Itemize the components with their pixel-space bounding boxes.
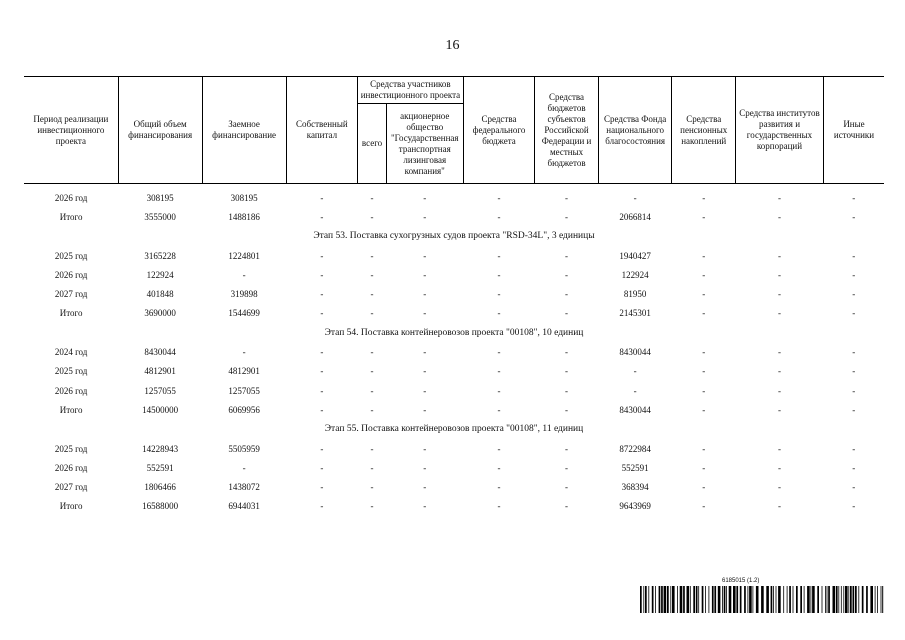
table-cell: -	[565, 269, 569, 280]
table-cell: -	[852, 366, 856, 377]
header-equity: Собственный капитал	[286, 77, 358, 184]
table-cell: -	[320, 385, 324, 396]
table-cell: -	[852, 501, 856, 512]
barcode-bar	[822, 586, 823, 613]
barcode-bar	[841, 586, 842, 613]
table-cell: -	[497, 250, 501, 261]
table-header	[24, 77, 884, 184]
table-cell: -	[702, 211, 706, 222]
barcode-bar	[696, 586, 698, 613]
table-cell: -	[852, 308, 856, 319]
table-cell: -	[423, 192, 427, 203]
header-total: Общий объем финансирования	[118, 77, 202, 184]
table-cell: -	[702, 250, 706, 261]
table-cell: -	[633, 192, 637, 203]
table-cell: -	[423, 366, 427, 377]
row-period: 2025 год	[54, 366, 88, 377]
table-cell: 1257055	[144, 385, 176, 396]
table-cell: -	[777, 347, 781, 358]
table-cell: -	[565, 308, 569, 319]
barcode-bar	[698, 586, 699, 613]
table-cell: -	[423, 250, 427, 261]
table-cell: -	[702, 462, 706, 473]
section-row	[24, 227, 884, 246]
table-cell: 401848	[146, 289, 174, 300]
table-cell: -	[702, 501, 706, 512]
table-cell: -	[370, 289, 374, 300]
barcode-bar	[855, 586, 857, 613]
table-cell: 308195	[146, 192, 174, 203]
table-row	[24, 284, 884, 303]
table-cell: -	[702, 482, 706, 493]
barcode-bar	[729, 586, 732, 613]
table-body	[24, 184, 884, 517]
table-row	[24, 207, 884, 226]
header-loan: Заемное финансирование	[202, 77, 286, 184]
header-regional: Средства бюджетов субъектов Российской Федерации и местных бюджетов	[535, 77, 598, 184]
barcode-bar	[648, 586, 649, 613]
table-cell: -	[320, 211, 324, 222]
barcode	[640, 586, 884, 613]
header-institutes: Средства институтов развития и государственных корпораций	[735, 77, 823, 184]
table-cell: -	[777, 308, 781, 319]
table-cell: 3690000	[144, 308, 176, 319]
table-cell: 14500000	[142, 404, 179, 415]
table-cell: 5505959	[228, 443, 260, 454]
barcode-bar	[722, 586, 723, 613]
table-cell: -	[423, 211, 427, 222]
barcode-bar	[712, 586, 714, 613]
barcode-bar	[836, 586, 838, 613]
table-cell: -	[370, 211, 374, 222]
section-row	[24, 420, 884, 439]
table-cell: -	[370, 366, 374, 377]
table-cell: -	[370, 308, 374, 319]
table-cell: -	[497, 308, 501, 319]
table-cell: -	[565, 211, 569, 222]
table-cell: -	[242, 462, 246, 473]
table-cell: -	[242, 269, 246, 280]
table-cell: -	[370, 250, 374, 261]
table-cell: -	[320, 366, 324, 377]
barcode-bar	[845, 586, 848, 613]
barcode-bar	[655, 586, 656, 613]
row-period: Итого	[59, 501, 83, 512]
barcode-bar	[787, 586, 788, 613]
table-cell: -	[423, 269, 427, 280]
table-cell: 368394	[621, 482, 649, 493]
barcode-bar	[683, 586, 685, 613]
barcode-bar	[882, 586, 883, 613]
table-cell: 319898	[230, 289, 258, 300]
table-cell: -	[320, 404, 324, 415]
financing-table	[24, 76, 884, 516]
barcode-bar	[652, 586, 654, 613]
table-cell: -	[497, 462, 501, 473]
barcode-bar	[687, 586, 690, 613]
barcode-bar	[661, 586, 663, 613]
table-cell: -	[423, 347, 427, 358]
table-cell: -	[565, 385, 569, 396]
header-pension: Средства пенсионных накоплений	[672, 77, 735, 184]
table-cell: 122924	[621, 269, 649, 280]
table-cell: -	[852, 211, 856, 222]
table-row	[24, 304, 884, 323]
table-cell: 122924	[146, 269, 174, 280]
table-cell: -	[777, 211, 781, 222]
table-cell: -	[320, 347, 324, 358]
barcode-bar	[833, 586, 836, 613]
table-cell: 3555000	[144, 211, 176, 222]
table-row	[24, 458, 884, 477]
row-period: 2025 год	[54, 250, 88, 261]
barcode-bar	[773, 586, 774, 613]
table-cell: -	[702, 192, 706, 203]
table-cell: -	[423, 289, 427, 300]
table-cell: 16588000	[142, 501, 179, 512]
table-cell: -	[370, 192, 374, 203]
header-participants-gtlk: акционерное общество "Государственная транспортная лизинговая компания"	[386, 104, 463, 184]
table-cell: 1806466	[144, 482, 176, 493]
table-cell: -	[702, 269, 706, 280]
table-cell: -	[320, 289, 324, 300]
table-row	[24, 342, 884, 361]
header-other: Иные источники	[824, 77, 885, 184]
barcode-bar	[667, 586, 669, 613]
table-cell: 8430044	[619, 404, 651, 415]
table-cell: -	[423, 482, 427, 493]
barcode-bar	[789, 586, 791, 613]
table-row	[24, 400, 884, 419]
barcode-bar	[702, 586, 704, 613]
section-title: Этап 54. Поставка контейнеровозов проекта "00108", 10 единиц	[324, 327, 584, 338]
table-cell: -	[852, 443, 856, 454]
barcode-bar	[714, 586, 716, 613]
barcode-bar	[659, 586, 661, 613]
table-cell: -	[633, 385, 637, 396]
barcode-bar	[756, 586, 759, 613]
barcode-bar	[853, 586, 855, 613]
table-row	[24, 381, 884, 400]
table-cell: 81950	[623, 289, 647, 300]
barcode-bar	[753, 586, 754, 613]
table-cell: -	[565, 462, 569, 473]
barcode-bar	[733, 586, 736, 613]
barcode-bar	[680, 586, 683, 613]
header-period: Период реализации инвестиционного проекта	[24, 77, 118, 184]
barcode-bar	[778, 586, 781, 613]
barcode-bar	[843, 586, 844, 613]
table-cell: -	[565, 443, 569, 454]
table-cell: 1940427	[619, 250, 651, 261]
barcode-bar	[812, 586, 815, 613]
barcode-bar	[800, 586, 802, 613]
table-cell: 3165228	[144, 250, 176, 261]
row-period: 2026 год	[54, 385, 88, 396]
barcode-bar	[825, 586, 826, 613]
table-cell: 6069956	[228, 404, 260, 415]
row-period: 2027 год	[54, 289, 88, 300]
table-cell: 9643969	[619, 501, 651, 512]
barcode-bar	[811, 586, 812, 613]
barcode-bar	[736, 586, 738, 613]
table-cell: -	[777, 443, 781, 454]
barcode-bar	[776, 586, 777, 613]
barcode-bar	[850, 586, 852, 613]
table-cell: 308195	[230, 192, 258, 203]
table-cell: -	[242, 347, 246, 358]
barcode-bar	[761, 586, 764, 613]
section-row	[24, 323, 884, 342]
table-cell: -	[852, 482, 856, 493]
table-row	[24, 362, 884, 381]
table-cell: -	[565, 404, 569, 415]
barcode-bar	[645, 586, 647, 613]
row-period: 2026 год	[54, 462, 88, 473]
row-period: 2026 год	[54, 192, 88, 203]
barcode-bar	[748, 586, 749, 613]
table-cell: -	[370, 404, 374, 415]
table-cell: -	[777, 501, 781, 512]
table-cell: -	[497, 269, 501, 280]
barcode-bar	[796, 586, 798, 613]
table-cell: -	[777, 192, 781, 203]
table-cell: -	[565, 347, 569, 358]
table-cell: -	[320, 192, 324, 203]
barcode-bar	[793, 586, 794, 613]
table-cell: -	[497, 211, 501, 222]
barcode-bar	[817, 586, 819, 613]
table-cell: -	[423, 404, 427, 415]
table-cell: -	[423, 308, 427, 319]
barcode-bar	[862, 586, 864, 613]
table-cell: -	[777, 482, 781, 493]
barcode-bar	[693, 586, 695, 613]
table-cell: -	[497, 385, 501, 396]
barcode-bar	[709, 586, 710, 613]
table-cell: -	[702, 347, 706, 358]
row-period: 2027 год	[54, 482, 88, 493]
table-cell: -	[320, 250, 324, 261]
table-cell: -	[423, 385, 427, 396]
table-cell: 14228943	[142, 443, 179, 454]
table-cell: -	[370, 501, 374, 512]
barcode-bar	[807, 586, 810, 613]
table-cell: -	[702, 289, 706, 300]
table-cell: -	[320, 501, 324, 512]
table-cell: -	[320, 482, 324, 493]
table-cell: 6944031	[228, 501, 260, 512]
table-cell: 1544699	[228, 308, 260, 319]
table-cell: 4812901	[144, 366, 176, 377]
row-period: Итого	[59, 308, 83, 319]
table-row	[24, 265, 884, 284]
table-cell: -	[852, 347, 856, 358]
table-cell: 552591	[146, 462, 174, 473]
table-cell: -	[702, 385, 706, 396]
barcode-bar	[705, 586, 706, 613]
table-cell: -	[370, 482, 374, 493]
table-cell: -	[370, 347, 374, 358]
row-period: 2025 год	[54, 443, 88, 454]
table-cell: 1438072	[228, 482, 260, 493]
table-cell: -	[320, 308, 324, 319]
barcode-bar	[672, 586, 675, 613]
barcode-bar	[848, 586, 849, 613]
barcode-bar	[724, 586, 726, 613]
barcode-bar	[771, 586, 773, 613]
table-cell: -	[565, 366, 569, 377]
barcode-bar	[740, 586, 742, 613]
table-cell: -	[777, 462, 781, 473]
table-cell: -	[497, 366, 501, 377]
table-cell: -	[702, 443, 706, 454]
barcode-bar	[875, 586, 876, 613]
barcode-bar	[870, 586, 873, 613]
table-cell: -	[423, 501, 427, 512]
table-cell: 8430044	[144, 347, 176, 358]
table-cell: -	[423, 443, 427, 454]
table-cell: 552591	[621, 462, 649, 473]
table-cell: -	[852, 289, 856, 300]
table-cell: -	[497, 192, 501, 203]
row-period: Итого	[59, 404, 83, 415]
barcode-bar	[877, 586, 878, 613]
table-cell: -	[702, 366, 706, 377]
barcode-bar	[858, 586, 859, 613]
table-cell: -	[565, 482, 569, 493]
table-row	[24, 439, 884, 458]
table-cell: -	[852, 462, 856, 473]
table-cell: -	[565, 289, 569, 300]
barcode-bar	[643, 586, 644, 613]
table-row	[24, 184, 884, 208]
header-nwf: Средства Фонда национального благосостояния	[598, 77, 672, 184]
barcode-bar	[838, 586, 839, 613]
row-period: Итого	[59, 211, 83, 222]
barcode-bar	[766, 586, 769, 613]
table-cell: -	[320, 443, 324, 454]
table-cell: -	[777, 404, 781, 415]
table-cell: -	[852, 192, 856, 203]
table-cell: -	[852, 385, 856, 396]
header-participants-total: всего	[358, 104, 387, 184]
table-cell: -	[702, 308, 706, 319]
table-cell: -	[423, 462, 427, 473]
section-title: Этап 55. Поставка контейнеровозов проекта "00108", 11 единиц	[324, 424, 584, 435]
barcode-bar	[670, 586, 671, 613]
barcode-bar	[828, 586, 830, 613]
barcode-bar	[866, 586, 868, 613]
table-cell: 1224801	[228, 250, 260, 261]
barcode-bar	[783, 586, 784, 613]
table-cell: -	[777, 269, 781, 280]
table-cell: -	[497, 347, 501, 358]
section-title: Этап 53. Поставка сухогрузных судов проекта "RSD-34L", 3 единицы	[313, 231, 595, 242]
barcode-label: 6185015 (1.2)	[722, 578, 760, 584]
barcode-bar	[827, 586, 828, 613]
table-cell: -	[497, 289, 501, 300]
table-cell: -	[497, 501, 501, 512]
table-cell: -	[702, 404, 706, 415]
page-number: 16	[445, 38, 460, 53]
table-cell: -	[777, 289, 781, 300]
table-cell: 1488186	[228, 211, 260, 222]
table-cell: -	[497, 482, 501, 493]
barcode-bar	[726, 586, 727, 613]
table-cell: 8722984	[619, 443, 651, 454]
table-cell: -	[565, 250, 569, 261]
table-cell: -	[565, 501, 569, 512]
table-cell: -	[633, 366, 637, 377]
table-cell: -	[777, 366, 781, 377]
barcode-bar	[664, 586, 667, 613]
barcode-bar	[881, 586, 882, 613]
barcode-bar	[749, 586, 752, 613]
table-cell: 2066814	[619, 211, 651, 222]
table-cell: -	[565, 192, 569, 203]
table-cell: -	[852, 404, 856, 415]
barcode-bar	[744, 586, 746, 613]
table-cell: -	[777, 385, 781, 396]
table-cell: 2145301	[619, 308, 651, 319]
barcode-bar	[718, 586, 721, 613]
table-cell: -	[370, 385, 374, 396]
table-row	[24, 497, 884, 516]
row-period: 2026 год	[54, 269, 88, 280]
header-participants: Средства участников инвестиционного проекта	[358, 77, 463, 104]
table-cell: 4812901	[228, 366, 260, 377]
row-period: 2024 год	[54, 347, 88, 358]
table-cell: -	[497, 443, 501, 454]
table-cell: -	[320, 462, 324, 473]
barcode-bar	[690, 586, 691, 613]
barcode-bar	[804, 586, 805, 613]
barcode-bar	[677, 586, 678, 613]
table-cell: -	[497, 404, 501, 415]
table-cell: -	[370, 462, 374, 473]
table-cell: -	[370, 443, 374, 454]
table-row	[24, 246, 884, 265]
table-cell: -	[320, 269, 324, 280]
table-cell: -	[777, 250, 781, 261]
barcode-bar	[640, 586, 642, 613]
table-cell: -	[852, 250, 856, 261]
table-cell: -	[370, 269, 374, 280]
table-cell: 8430044	[619, 347, 651, 358]
table-cell: 1257055	[228, 385, 260, 396]
table-row	[24, 477, 884, 496]
table-cell: -	[852, 269, 856, 280]
header-federal: Средства федерального бюджета	[463, 77, 535, 184]
